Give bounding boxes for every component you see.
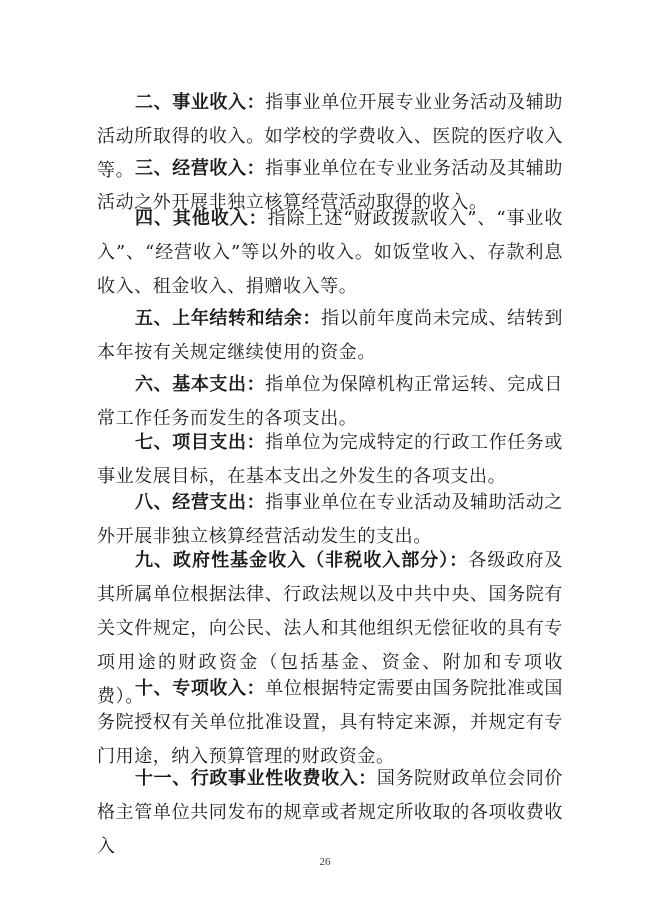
term-project-expenditure: 七、项目支出：: [135, 432, 266, 453]
page-number: 26: [319, 856, 331, 868]
definition-project-expenditure: 指单位为完成特定的行政工作任务或事业发展目标，在基本支出之外发生的各项支出。: [97, 432, 563, 487]
paragraph-other-income: [97, 202, 563, 304]
definition-basic-expenditure: 指单位为保障机构正常运转、完成日常工作任务而发生的各项支出。: [97, 374, 563, 429]
paragraph-project-expenditure: [97, 426, 563, 494]
definition-administrative-fee-income: 国务院财政单位会同价格主管单位共同发布的规章或者规定所收取的各项收费收入: [97, 768, 563, 857]
term-special-income: 十、专项收入：: [135, 678, 266, 699]
term-business-income: 二、事业收入：: [135, 92, 266, 113]
definition-operating-income: 指事业单位在专业业务活动及其辅助活动之外开展非独立核算经营活动取得的收入。: [97, 158, 563, 213]
definition-other-income: 指除上述“财政拨款收入”、“事业收入”、“经营收入”等以外的收入。如饭堂收入、存款利息收入、租金收入、捐赠收入等。: [97, 208, 563, 297]
term-government-fund-income: 九、政府性基金收入（非税收入部分）：: [135, 550, 469, 571]
definition-carryover-balance: 指以前年度尚未完成、结转到本年按有关规定继续使用的资金。: [97, 308, 563, 363]
term-carryover-balance: 五、上年结转和结余：: [135, 308, 322, 329]
paragraph-special-income: [97, 672, 563, 774]
paragraph-administrative-fee-income: [97, 762, 563, 864]
paragraph-carryover-balance: [97, 302, 563, 370]
term-operating-expenditure: 八、经营支出：: [135, 492, 266, 513]
definition-special-income: 单位根据特定需要由国务院批准或国务院授权有关单位批准设置，具有特定来源，并规定有专门用途，纳入预算管理的财政资金。: [97, 678, 563, 767]
term-operating-income: 三、经营收入：: [135, 158, 266, 179]
definition-operating-expenditure: 指事业单位在专业活动及辅助活动之外开展非独立核算经营活动发生的支出。: [97, 492, 563, 547]
definition-business-income: 指事业单位开展专业业务活动及辅助活动所取得的收入。如学校的学费收入、医院的医疗收入等。: [97, 92, 563, 181]
term-administrative-fee-income: 十一、行政事业性收费收入：: [135, 768, 377, 789]
term-other-income: 四、其他收入：: [135, 208, 268, 229]
term-basic-expenditure: 六、基本支出：: [135, 374, 266, 395]
definition-government-fund-income: 各级政府及其所属单位根据法律、行政法规以及中共中央、国务院有关文件规定，向公民、法人和其他组织无偿征收的具有专项用途的财政资金（包括基金、资金、附加和专项收费）。: [97, 550, 563, 707]
